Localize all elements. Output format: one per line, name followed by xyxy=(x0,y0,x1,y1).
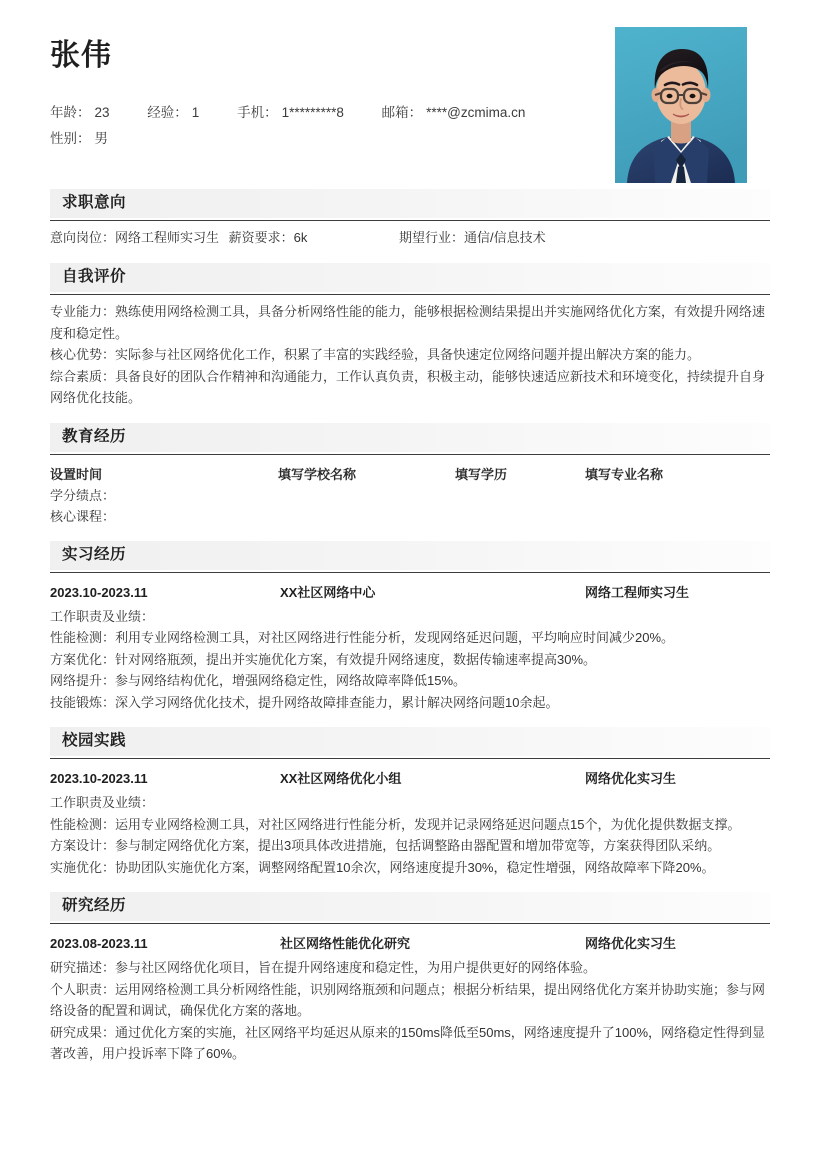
section-header-self-evaluation xyxy=(50,263,770,292)
internship-bullet: 工作职责及业绩： xyxy=(50,608,155,624)
self-eval-paragraph: 核心优势：实际参与社区网络优化工作，积累了丰富的实践经验，具备快速定位网络问题并提出解决方案的能力。 xyxy=(50,347,701,362)
internship-bullet: 性能检测：利用专业网络检测工具，对社区网络进行性能分析，发现网络延迟问题，平均响应时间减少20%。 xyxy=(50,630,675,645)
internship-bullet: 网络提升：参与网络结构优化，增强网络稳定性，网络故障率降低15%。 xyxy=(50,673,467,688)
internship-org: XX社区网络中心 xyxy=(280,584,376,600)
internship-bullet: 技能锻炼：深入学习网络优化技术，提升网络故障排查能力，累计解决网络问题10余起。 xyxy=(50,694,559,710)
campus-bullet: 实施优化：协助团队实施优化方案，调整网络配置10余次，网络速度提升30%，稳定性增强，网络故障率下降20%。 xyxy=(50,859,715,875)
education-col-major: 填写专业名称 xyxy=(585,466,664,482)
contact-age xyxy=(50,100,110,126)
internship-bullet: 方案优化：针对网络瓶颈，提出并实施优化方案，有效提升网络速度，数据传输速率提高30%。 xyxy=(50,651,597,667)
contact-phone xyxy=(237,100,344,126)
job-intention-body xyxy=(50,221,770,249)
section-title-research: 研究经历 xyxy=(62,897,127,914)
contact-gender xyxy=(50,126,108,152)
internship-entry-header xyxy=(50,582,770,605)
internship-bullets xyxy=(50,606,770,714)
internship-body xyxy=(50,573,770,714)
intent-salary xyxy=(229,227,308,249)
intent-position-label: 意向岗位： xyxy=(50,230,116,245)
education-gpa-label: 学分绩点： xyxy=(50,487,116,503)
contact-gender-label: 性别： xyxy=(50,131,91,146)
profile-photo xyxy=(615,27,747,183)
section-title-education: 教育经历 xyxy=(62,427,127,445)
campus-bullet: 工作职责及业绩： xyxy=(50,795,155,810)
research-bullets xyxy=(50,957,770,1065)
section-job-intention xyxy=(0,189,820,249)
section-title-campus-practice: 校园实践 xyxy=(62,732,127,749)
profile-photo-illustration xyxy=(615,27,747,183)
campus-bullet: 性能检测：运用专业网络检测工具，对社区网络进行性能分析，发现并记录网络延迟问题点15个，为优化提供数据支撑。 xyxy=(50,816,741,832)
contact-age-label: 年龄： xyxy=(50,105,91,120)
internship-date: 2023.10-2023.11 xyxy=(50,584,148,600)
intent-position-value: 网络工程师实习生 xyxy=(115,230,220,245)
section-header-job-intention xyxy=(50,189,770,218)
contact-experience xyxy=(147,100,199,126)
education-column-headers xyxy=(50,464,770,485)
research-body xyxy=(50,924,770,1065)
intent-salary-label: 薪资要求： xyxy=(228,230,294,245)
section-header-internship xyxy=(50,541,770,570)
contact-email xyxy=(382,100,526,126)
section-title-job-intention: 求职意向 xyxy=(62,194,127,211)
campus-role: 网络优化实习生 xyxy=(585,771,677,786)
research-role: 网络优化实习生 xyxy=(585,936,677,951)
research-org: 社区网络性能优化研究 xyxy=(280,936,411,951)
intent-industry-label: 期望行业： xyxy=(399,230,465,245)
internship-role: 网络工程师实习生 xyxy=(585,584,690,600)
campus-bullets xyxy=(50,792,770,878)
section-header-research xyxy=(50,892,770,921)
research-entry-header xyxy=(50,933,770,956)
candidate-name: 张伟 xyxy=(50,39,112,72)
contact-age-value: 23 xyxy=(94,105,110,120)
campus-bullet: 方案设计：参与制定网络优化方案，提出3项具体改进措施，包括调整路由器配置和增加带宽等，方案获得团队采纳。 xyxy=(50,838,721,853)
section-self-evaluation xyxy=(0,263,820,409)
section-internship xyxy=(0,541,820,714)
section-education xyxy=(0,423,820,527)
education-col-school: 填写学校名称 xyxy=(278,466,357,482)
contact-experience-value: 1 xyxy=(191,105,200,120)
self-evaluation-body xyxy=(50,295,770,409)
contact-email-label: 邮箱： xyxy=(381,105,423,120)
section-title-internship: 实习经历 xyxy=(62,545,127,563)
self-eval-paragraph: 综合素质：具备良好的团队合作精神和沟通能力，工作认真负责，积极主动，能够快速适应新技术和环境变化，持续提升自身网络优化技能。 xyxy=(50,368,766,405)
campus-practice-body xyxy=(50,759,770,878)
education-col-degree: 填写学历 xyxy=(455,466,508,482)
intent-salary-value: 6k xyxy=(293,230,308,245)
education-body xyxy=(50,455,770,527)
research-bullet: 研究描述：参与社区网络优化项目，旨在提升网络速度和稳定性，为用户提供更好的网络体验。 xyxy=(50,960,597,975)
research-bullet: 研究成果：通过优化方案的实施，社区网络平均延迟从原来的150ms降低至50ms，网络速度提升了100%，网络稳定性得到显著改善，用户投诉率下降了60%。 xyxy=(50,1024,766,1061)
section-header-campus-practice xyxy=(50,727,770,756)
intent-industry-value: 通信/信息技术 xyxy=(464,230,546,245)
contact-experience-label: 经验： xyxy=(147,105,188,120)
contact-phone-value: 1*********8 xyxy=(281,105,344,120)
campus-entry-header xyxy=(50,768,770,791)
research-date: 2023.08-2023.11 xyxy=(50,936,148,951)
campus-org: XX社区网络优化小组 xyxy=(280,771,402,786)
contact-gender-value: 男 xyxy=(94,131,108,146)
contact-email-value: ****@zcmima.cn xyxy=(426,105,526,120)
campus-date: 2023.10-2023.11 xyxy=(50,771,148,786)
education-col-time: 设置时间 xyxy=(50,466,103,482)
intent-position xyxy=(50,227,219,249)
contact-phone-label: 手机： xyxy=(237,105,278,120)
intent-industry xyxy=(399,227,546,249)
section-title-self-evaluation: 自我评价 xyxy=(62,268,127,285)
resume-header xyxy=(0,0,820,175)
job-intention-row xyxy=(50,227,770,249)
section-header-education xyxy=(50,423,770,452)
self-eval-paragraph: 专业能力：熟练使用网络检测工具，具备分析网络性能的能力，能够根据检测结果提出并实施网络优化方案，有效提升网络速度和稳定性。 xyxy=(50,304,766,341)
education-courses-label: 核心课程： xyxy=(50,508,116,524)
section-campus-practice xyxy=(0,727,820,878)
section-research xyxy=(0,892,820,1065)
research-bullet: 个人职责：运用网络检测工具分析网络性能，识别网络瓶颈和问题点；根据分析结果，提出网络优化方案并协助实施；参与网络设备的配置和调试，确保优化方案的落地。 xyxy=(50,981,766,1018)
